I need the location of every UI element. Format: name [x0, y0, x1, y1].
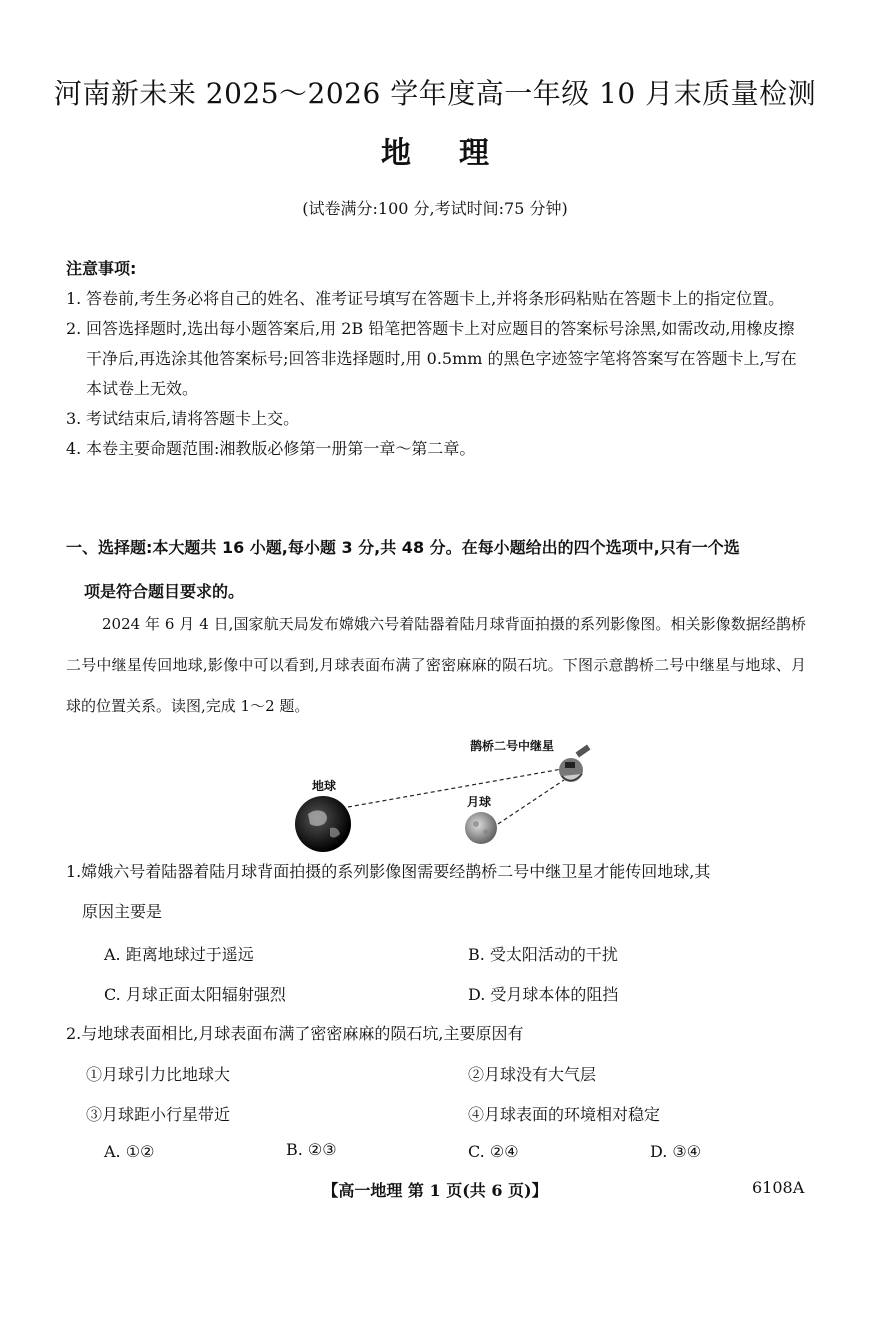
subject-title: 地理	[381, 136, 537, 171]
section-heading-line2: 项是符合题目要求的。	[84, 582, 245, 601]
notice-list	[66, 284, 806, 464]
page-footer: 【高一地理 第 1 页(共 6 页)】	[322, 1181, 548, 1200]
earth-globe	[295, 796, 351, 852]
question-1-stem	[66, 852, 806, 932]
notice-text: 考试结束后,请将答题卡上交。	[86, 409, 300, 428]
question-1-option-b: B. 受太阳活动的干扰	[468, 945, 618, 964]
earth-moon-satellite-figure	[280, 732, 610, 862]
question-1-option-d: D. 受月球本体的阻挡	[468, 985, 619, 1004]
notice-heading: 注意事项:	[66, 259, 137, 278]
paper-code: 6108A	[752, 1178, 805, 1197]
question-1-option-a: A. 距离地球过于遥远	[104, 945, 254, 964]
notice-number: 4.	[66, 439, 82, 458]
earth-label: 地球	[312, 779, 337, 793]
question-2-option-c: C. ②④	[468, 1142, 519, 1161]
notice-text: 回答选择题时,选出每小题答案后,用 2B 铅笔把答题卡上对应题目的答案标号涂黑,如需改动,用橡皮擦干净后,再选涂其他答案标号;回答非选择题时,用 0.5mm 的黑色字迹签字笔将答案写在答题卡上,写在本试卷上无效。	[86, 319, 797, 398]
reading-passage: 2024 年 6 月 4 日,国家航天局发布嫦娥六号着陆器着陆月球背面拍摄的系列影像图。相关影像数据经鹊桥二号中继星传回地球,影像中可以看到,月球表面布满了密密麻麻的陨石坑。下图示意鹊桥二号中继星与地球、月球的位置关系。读图,完成 1～2 题。	[66, 615, 806, 715]
question-2-statement-2: ②月球没有大气层	[468, 1065, 597, 1084]
question-2-statement-4: ④月球表面的环境相对稳定	[468, 1105, 661, 1124]
notice-text: 答卷前,考生务必将自己的姓名、准考证号填写在答题卡上,并将条形码粘贴在答题卡上的指定位置。	[86, 289, 785, 308]
signal-line-earth-satellite	[348, 769, 562, 807]
notice-text: 本卷主要命题范围:湘教版必修第一册第一章～第二章。	[86, 439, 476, 458]
relay-satellite-icon	[559, 745, 590, 782]
question-1-stem-line1: 1.嫦娥六号着陆器着陆月球背面拍摄的系列影像图需要经鹊桥二号中继卫星才能传回地球,其	[66, 862, 711, 881]
notice-item	[66, 314, 806, 404]
question-1-option-c: C. 月球正面太阳辐射强烈	[104, 985, 286, 1004]
question-2-statement-3: ③月球距小行星带近	[86, 1105, 231, 1124]
question-2-option-b: B. ②③	[286, 1140, 337, 1159]
question-2-stem-line1: 2.与地球表面相比,月球表面布满了密密麻麻的陨石坑,主要原因有	[66, 1024, 524, 1043]
notice-item	[66, 404, 806, 434]
exam-title: 河南新未来 2025～2026 学年度高一年级 10 月末质量检测	[53, 77, 817, 110]
moon-globe	[465, 812, 497, 844]
notice-number: 2.	[66, 319, 82, 338]
notice-item	[66, 434, 806, 464]
question-1-stem-line2: 原因主要是	[82, 902, 163, 921]
question-2-option-a: A. ①②	[104, 1142, 155, 1161]
moon-label: 月球	[467, 795, 492, 809]
question-2-stem	[66, 1014, 806, 1054]
question-2-option-d: D. ③④	[650, 1142, 702, 1161]
notice-number: 3.	[66, 409, 82, 428]
notice-number: 1.	[66, 289, 82, 308]
exam-info: (试卷满分:100 分,考试时间:75 分钟)	[302, 199, 568, 218]
satellite-label: 鹊桥二号中继星	[470, 739, 555, 753]
section-heading-line1: 一、选择题:本大题共 16 小题,每小题 3 分,共 48 分。在每小题给出的四个选项中,只有一个选	[66, 538, 740, 557]
question-2-statement-1: ①月球引力比地球大	[86, 1065, 231, 1084]
section-heading	[66, 526, 806, 614]
signal-line-moon-satellite	[498, 780, 564, 824]
notice-item	[66, 284, 806, 314]
